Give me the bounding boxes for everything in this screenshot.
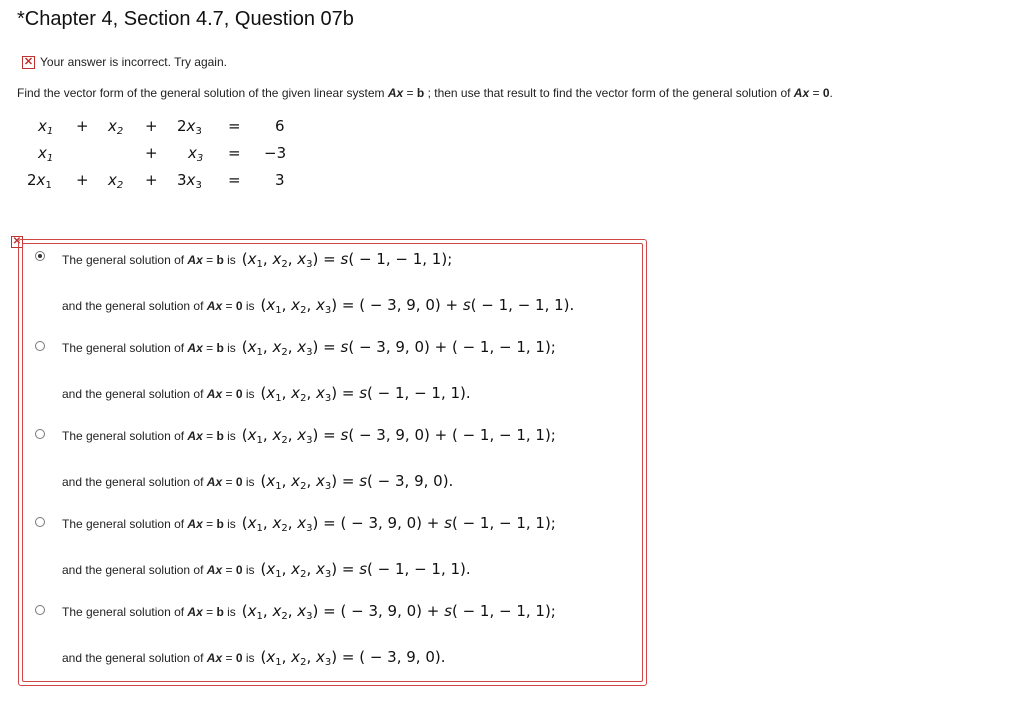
sys-r1-x1: $x_1$	[38, 117, 54, 137]
option-2-b-line: The general solution of Ax = b is ($x_1$, $x_2$, $x_3) = s( - 3$, 9, 0) + ( − 1, − 1, 1);	[62, 338, 556, 358]
question-prompt	[17, 86, 833, 100]
option-3-radio[interactable]	[35, 429, 45, 439]
sys-r1-x2: $x_2$	[108, 117, 124, 137]
sys-r1-rhs: 6	[275, 117, 285, 135]
feedback-status	[22, 55, 227, 69]
option-5-zero-solution: ($x_1$, $x_2$, $x_3$) = ( − 3, 9, 0).	[260, 648, 446, 668]
option-3-b-solution: ($x_1$, $x_2$, $x_3) = s( - 3$, 9, 0) + ( − 1, − 1, 1);	[241, 426, 556, 446]
answer-incorrect-icon: ✕	[12, 236, 22, 247]
prompt-text-1: Find the vector form of the general solution of the given linear system	[17, 86, 388, 100]
feedback-message: Your answer is incorrect. Try again.	[40, 55, 227, 69]
sys-r3-2x1: $2x_1$	[27, 171, 52, 191]
prompt-eq-1: =	[403, 86, 417, 100]
option-5-b-line: The general solution of Ax = b is ($x_1$, $x_2$, $x_3$) = ( − 3, 9, 0) + s( − 1, − 1, 1);	[62, 602, 556, 622]
sys-r3-3x3: $3x_3$	[177, 171, 202, 191]
option-5-b-solution: ($x_1$, $x_2$, $x_3$) = ( − 3, 9, 0) + s( − 1, − 1, 1);	[241, 602, 556, 622]
option-2-radio[interactable]	[35, 341, 45, 351]
prompt-ax-1: Ax	[387, 86, 404, 100]
sys-r3-plus1: +	[76, 171, 89, 189]
sys-r1-plus2: +	[145, 117, 158, 135]
sys-r2-x1: $x_1$	[38, 144, 54, 164]
sys-r3-rhs: 3	[275, 171, 285, 189]
prompt-eq-2: =	[809, 86, 823, 100]
option-2-zero-line: and the general solution of Ax = 0 is ($x_1$, $x_2$, $x_3) = s( - 1$, − 1, 1).	[62, 384, 471, 404]
sys-r2-rhs: −3	[264, 144, 287, 162]
option-4-zero-line: and the general solution of Ax = 0 is ($x_1$, $x_2$, $x_3) = s( - 1$, − 1, 1).	[62, 560, 471, 580]
prompt-b: b	[416, 86, 425, 100]
option-1-zero-line: and the general solution of Ax = 0 is ($x_1$, $x_2$, $x_3$) = ( − 3, 9, 0) + s( − 1, − 1, 1).	[62, 296, 575, 316]
sys-r1-eq: =	[228, 117, 241, 135]
prompt-period: .	[829, 86, 833, 100]
option-5-zero-line: and the general solution of Ax = 0 is ($x_1$, $x_2$, $x_3$) = ( − 3, 9, 0).	[62, 648, 446, 668]
sys-r3-eq: =	[228, 171, 241, 189]
option-3-zero-solution: ($x_1$, $x_2$, $x_3) = s( - 3$, 9, 0).	[260, 472, 454, 492]
option-1-zero-solution: ($x_1$, $x_2$, $x_3$) = ( − 3, 9, 0) + s( − 1, − 1, 1).	[260, 296, 575, 316]
sys-r3-x2: $x_2$	[108, 171, 124, 191]
sys-r2-plus: +	[145, 144, 158, 162]
option-4-zero-solution: ($x_1$, $x_2$, $x_3) = s( - 1$, − 1, 1).	[260, 560, 471, 580]
option-1-b-line: The general solution of Ax = b is ($x_1$, $x_2$, $x_3) = s( - 1$, − 1, 1);	[62, 250, 453, 270]
sys-r1-2x3: $2x_3$	[177, 117, 202, 137]
option-4-radio[interactable]	[35, 517, 45, 527]
option-1-radio[interactable]	[35, 251, 45, 261]
option-2-b-solution: ($x_1$, $x_2$, $x_3) = s( - 3$, 9, 0) + ( − 1, − 1, 1);	[241, 338, 556, 358]
option-3-zero-line: and the general solution of Ax = 0 is ($x_1$, $x_2$, $x_3) = s( - 3$, 9, 0).	[62, 472, 454, 492]
sys-r1-plus1: +	[76, 117, 89, 135]
option-1-b-solution: ($x_1$, $x_2$, $x_3) = s( - 1$, − 1, 1);	[241, 250, 453, 270]
sys-r3-plus2: +	[145, 171, 158, 189]
sys-r2-x3: $x_3$	[188, 144, 204, 164]
incorrect-icon: ✕	[23, 55, 34, 68]
sys-r2-eq: =	[228, 144, 241, 162]
option-4-b-solution: ($x_1$, $x_2$, $x_3$) = ( − 3, 9, 0) + s( − 1, − 1, 1);	[241, 514, 556, 534]
option-3-b-line: The general solution of Ax = b is ($x_1$, $x_2$, $x_3) = s( - 3$, 9, 0) + ( − 1, − 1, 1);	[62, 426, 556, 446]
prompt-ax-2: Ax	[793, 86, 810, 100]
option-5-radio[interactable]	[35, 605, 45, 615]
page-title: *Chapter 4, Section 4.7, Question 07b	[17, 8, 354, 30]
option-2-zero-solution: ($x_1$, $x_2$, $x_3) = s( - 1$, − 1, 1).	[260, 384, 471, 404]
prompt-zero: 0	[822, 86, 830, 100]
option-4-b-line: The general solution of Ax = b is ($x_1$, $x_2$, $x_3$) = ( − 3, 9, 0) + s( − 1, − 1, 1);	[62, 514, 556, 534]
prompt-text-2: ; then use that result to find the vector form of the general solution of	[424, 86, 794, 100]
